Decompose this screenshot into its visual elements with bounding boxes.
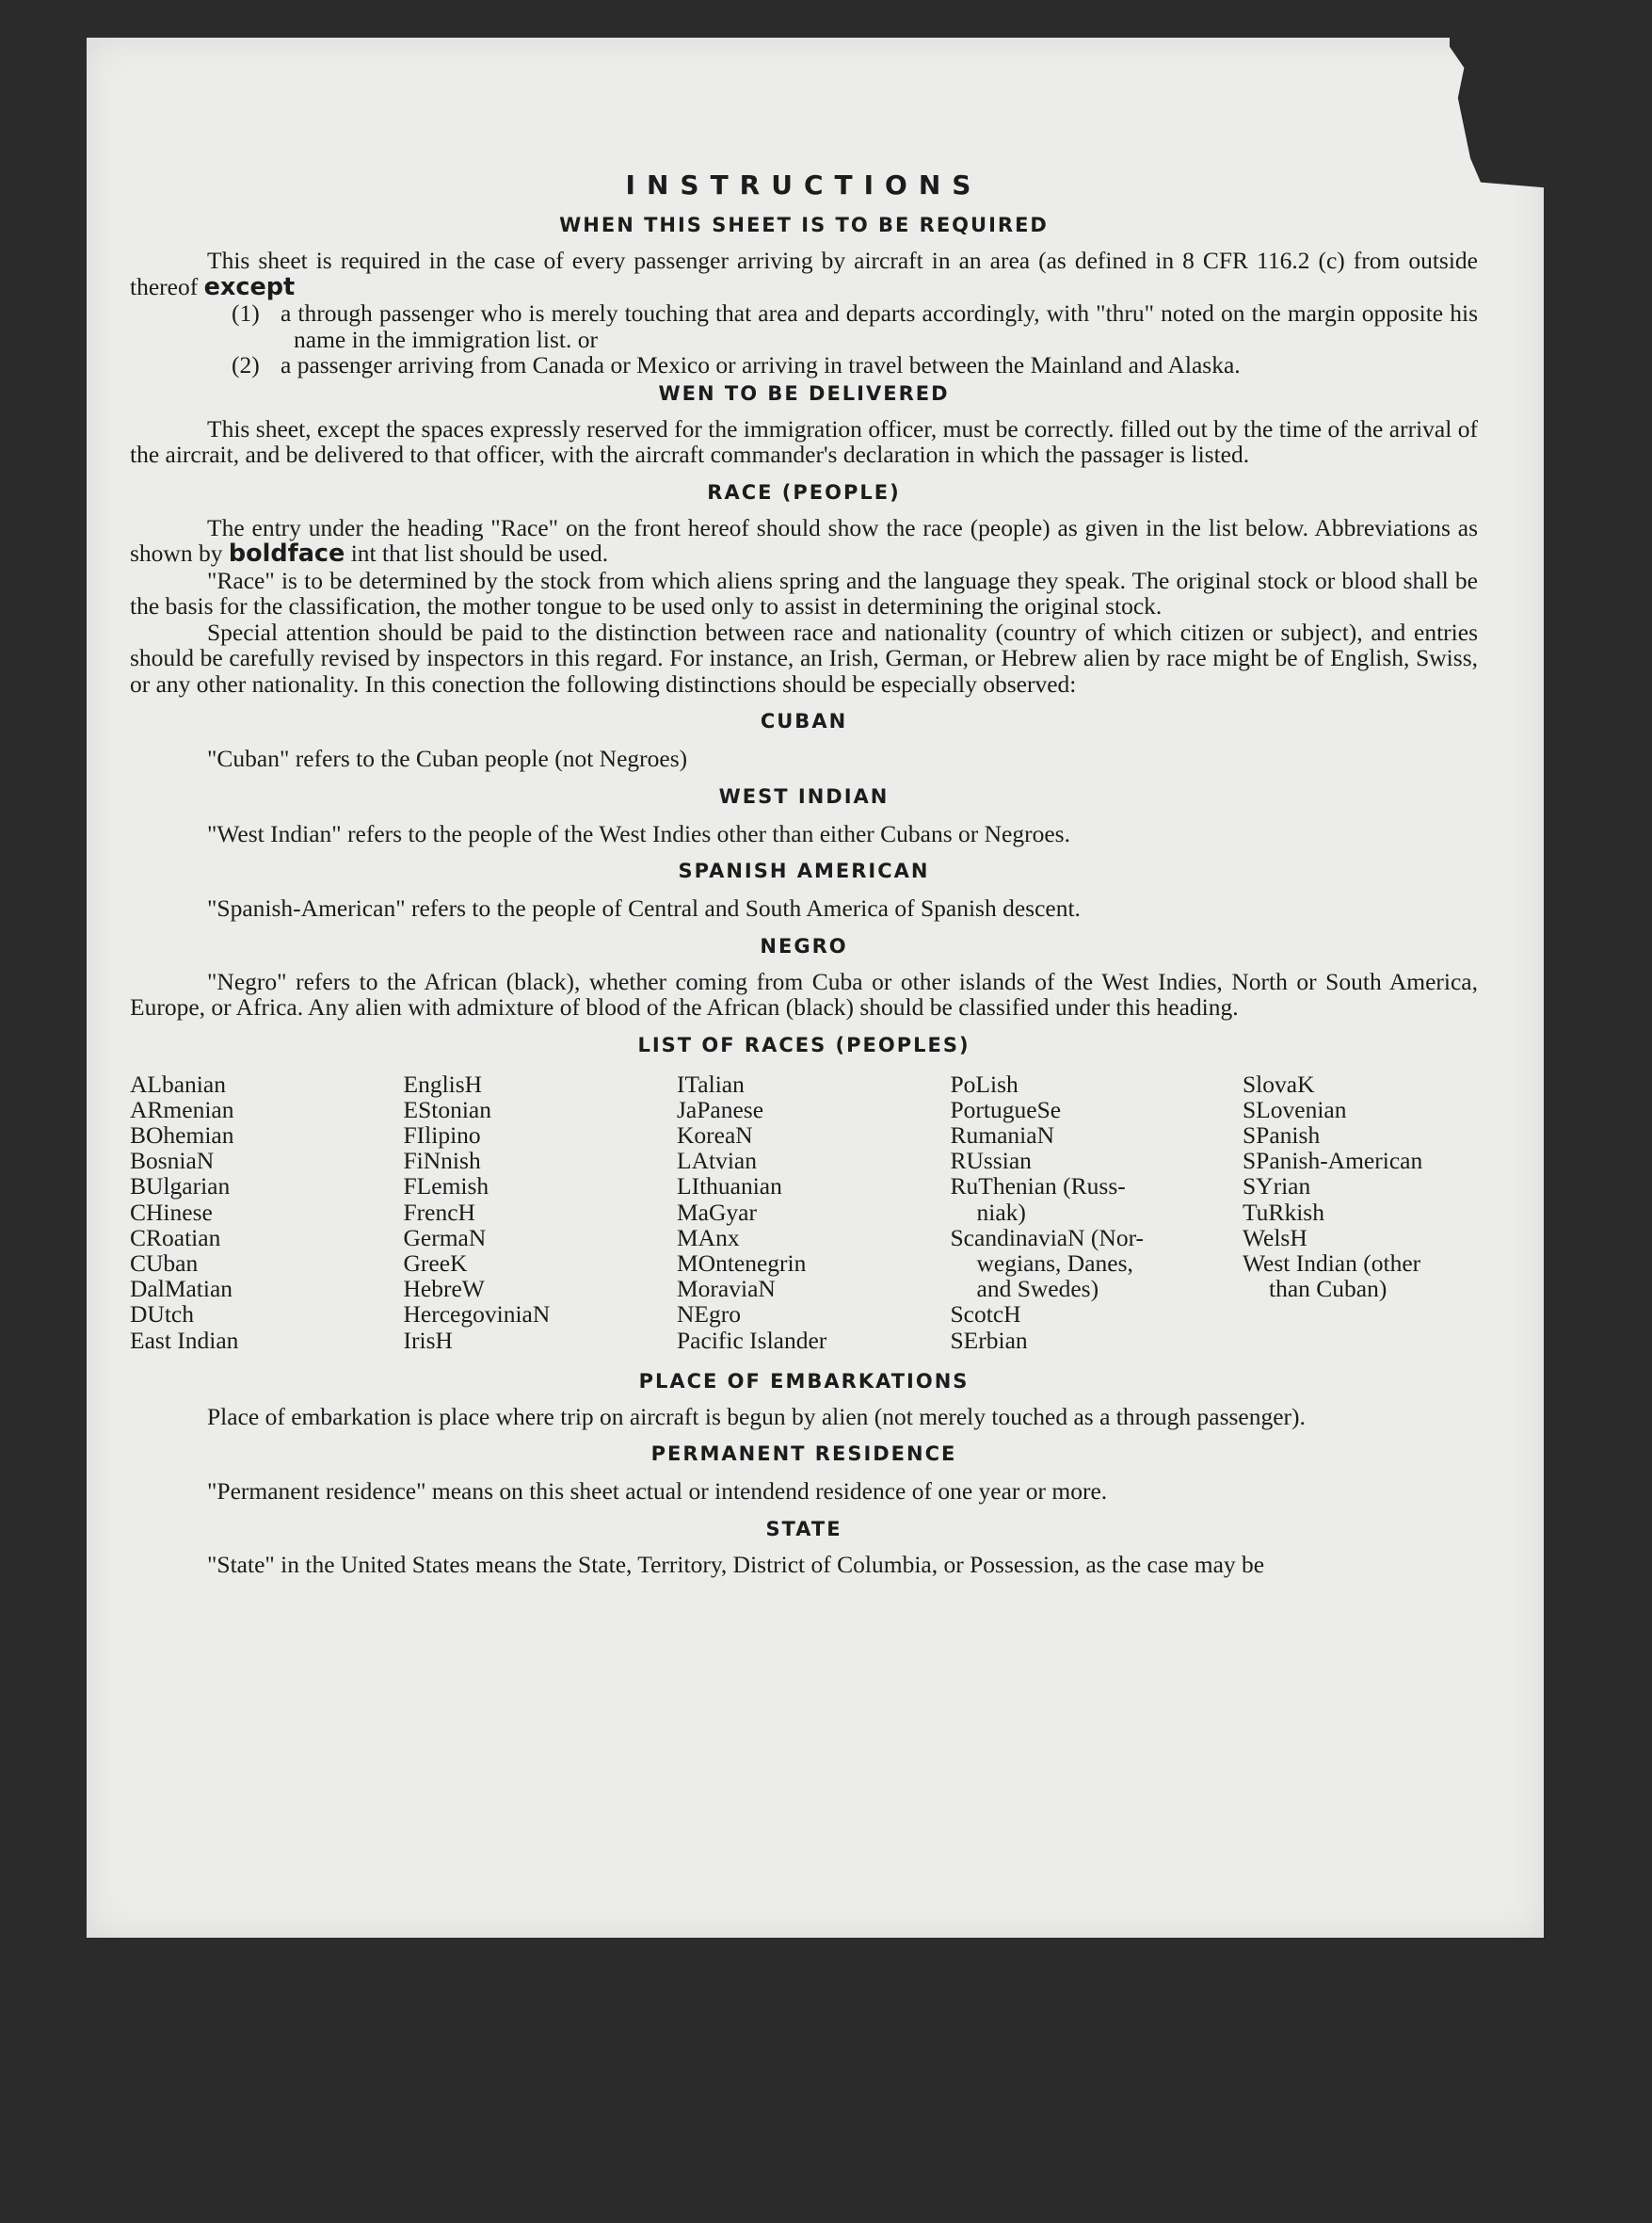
race-p1-text-end: int that list should be used. <box>345 540 609 567</box>
negro-text: "Negro" refers to the African (black), whether coming from Cuba or other islands of the West Indies, North or South America, Europe, or Africa. Any alien with admixture of blood of the African (black) should be classified under this heading. <box>130 967 1478 1021</box>
heading-delivered: WEN TO BE DELIVERED <box>658 381 950 405</box>
required-intro-text: This sheet is required in the case of every passenger arriving by aircraft in an area (as defined in 8 CFR 116.2 (c) from outside thereof <box>130 247 1478 300</box>
delivered-text: This sheet, except the spaces expressly reserved for the immigration officer, must be correctly. filled out by the time of the arrival of the aircrait, and be delivered to that officer, with the aircraft commander's declaration in which the passager is listed. <box>130 414 1478 468</box>
race-entry: RumaniaN <box>950 1120 1054 1149</box>
race-entry: MOntenegrin <box>677 1248 807 1277</box>
list-item <box>232 300 1478 352</box>
required-intro-bold: except <box>203 272 296 301</box>
embarkation-text: Place of embarkation is place where trip on aircraft is begun by alien (not merely touched as a through passenger). <box>207 1402 1306 1430</box>
race-entry: FiNnish <box>403 1147 481 1175</box>
page-title: INSTRUCTIONS <box>625 169 983 201</box>
race-entry: BUlgarian <box>130 1172 231 1200</box>
heading-negro: NEGRO <box>760 934 848 958</box>
race-p1-text: The entry under the heading "Race" on the front hereof should show the race (people) as given in the list below. Abbreviations as shown by <box>130 513 1478 567</box>
state-text: "State" in the United States means the State, Territory, District of Columbia, or Possession, as the case may be <box>207 1550 1265 1578</box>
race-entry: FLemish <box>403 1172 489 1200</box>
residence-text: "Permanent residence" means on this sheet actual or intendend residence of one year or more. <box>207 1477 1108 1506</box>
races-column-4 <box>951 1071 1243 1353</box>
heading-required: WHEN THIS SHEET IS TO BE REQUIRED <box>559 214 1049 236</box>
race-entry: EStonian <box>403 1095 491 1123</box>
race-entry: LAtvian <box>677 1147 757 1175</box>
races-column-1 <box>130 1071 403 1353</box>
race-entry: CUban <box>130 1248 199 1277</box>
heading-state: STATE <box>765 1517 842 1540</box>
heading-west-indian: WEST INDIAN <box>718 784 890 808</box>
race-entry: MaGyar <box>677 1198 757 1226</box>
race-entry: GermaN <box>403 1223 487 1251</box>
race-entry: CHinese <box>130 1198 213 1226</box>
race-entry: West Indian (other <box>1243 1248 1421 1277</box>
spanish-american-text: "Spanish-American" refers to the people of Central and South America of Spanish descent. <box>207 894 1081 922</box>
race-entry: East Indian <box>130 1326 239 1354</box>
race-entry: PoLish <box>950 1070 1018 1098</box>
race-entry: ALbanian <box>130 1070 226 1098</box>
races-column-3 <box>677 1071 950 1353</box>
race-entry: KoreaN <box>677 1120 753 1149</box>
race-entry: FIlipino <box>403 1120 481 1149</box>
heading-embarkation: PLACE OF EMBARKATIONS <box>638 1369 970 1393</box>
race-entry: HercegoviniaN <box>403 1300 551 1329</box>
race-paragraph-2: "Race" is to be determined by the stock from which aliens spring and the language they speak. The original stock or blood shall be the basis for the classification, the mother tongue to be used only to assist in determining the original stock. <box>130 566 1478 620</box>
race-entry: BOhemian <box>130 1120 234 1149</box>
race-entry: SErbian <box>950 1326 1028 1354</box>
race-entry: ARmenian <box>130 1095 234 1123</box>
race-entry: EnglisH <box>403 1070 483 1098</box>
race-p1-bold: boldface <box>228 540 345 568</box>
item-number: (2) <box>232 351 260 379</box>
document-content <box>130 169 1478 1577</box>
race-entry: DUtch <box>130 1300 194 1329</box>
west-indian-text: "West Indian" refers to the people of the West Indies other than either Cubans or Negroes. <box>207 819 1070 847</box>
races-list <box>130 1071 1478 1353</box>
race-entry: NEgro <box>677 1300 741 1329</box>
race-entry: SYrian <box>1243 1172 1311 1200</box>
race-entry: BosniaN <box>130 1147 215 1175</box>
race-entry: SLovenian <box>1243 1095 1347 1123</box>
race-paragraph-3: Special attention should be paid to the distinction between race and nationality (country of which citizen or subject), and entries should be carefully revised by inspectors in this regard. For instance, an Irish, German, or Hebrew alien by race might be of English, Swiss, or any other nationality. In this conection the following distinctions should be especially observed: <box>130 618 1478 698</box>
item-number: (1) <box>232 299 260 327</box>
race-paragraph-1 <box>130 515 1478 568</box>
race-entry: FrencH <box>403 1198 475 1226</box>
race-entry: LIthuanian <box>677 1172 782 1200</box>
race-entry: PortugueSe <box>950 1095 1062 1123</box>
heading-list-of-races: LIST OF RACES (PEOPLES) <box>637 1033 970 1056</box>
race-entry: JaPanese <box>677 1095 764 1123</box>
heading-cuban: CUBAN <box>760 710 848 733</box>
race-entry: SPanish-American <box>1243 1147 1423 1175</box>
race-entry: GreeK <box>403 1248 468 1277</box>
race-entry: ScotcH <box>950 1300 1021 1329</box>
heading-race: RACE (PEOPLE) <box>707 480 901 504</box>
heading-spanish-american: SPANISH AMERICAN <box>678 860 930 882</box>
race-entry: RUssian <box>950 1147 1032 1175</box>
races-column-2 <box>404 1071 677 1353</box>
required-intro <box>130 248 1478 300</box>
race-entry: WelsH <box>1243 1223 1307 1251</box>
race-entry: MAnx <box>677 1223 740 1251</box>
race-entry-continued: than Cuban) <box>1269 1275 1387 1303</box>
race-entry: CRoatian <box>130 1223 221 1251</box>
race-entry-continued: and Swedes) <box>976 1275 1099 1303</box>
race-entry: DalMatian <box>130 1275 233 1303</box>
item-text: a passenger arriving from Canada or Mexico or arriving in travel between the Mainland and Alaska. <box>281 351 1241 379</box>
race-entry: TuRkish <box>1243 1198 1324 1226</box>
race-entry: RuThenian (Russ- <box>950 1172 1126 1200</box>
race-entry: Pacific Islander <box>677 1326 827 1354</box>
cuban-text: "Cuban" refers to the Cuban people (not Negroes) <box>207 745 688 772</box>
race-entry-continued: niak) <box>976 1198 1026 1226</box>
race-entry: ITalian <box>677 1070 745 1098</box>
list-item <box>232 352 1478 379</box>
races-column-5 <box>1243 1071 1478 1353</box>
race-entry: ScandinaviaN (Nor- <box>950 1223 1145 1251</box>
race-entry-continued: wegians, Danes, <box>976 1248 1133 1277</box>
heading-permanent-residence: PERMANENT RESIDENCE <box>650 1442 957 1466</box>
item-text: a through passenger who is merely touching that area and departs accordingly, with "thru" noted on the margin opposite his name in the immigration list. or <box>281 299 1478 353</box>
race-entry: IrisH <box>403 1326 453 1354</box>
race-entry: SPanish <box>1243 1120 1321 1149</box>
race-entry: SlovaK <box>1243 1070 1315 1098</box>
race-entry: MoraviaN <box>677 1275 776 1303</box>
race-entry: HebreW <box>403 1275 485 1303</box>
